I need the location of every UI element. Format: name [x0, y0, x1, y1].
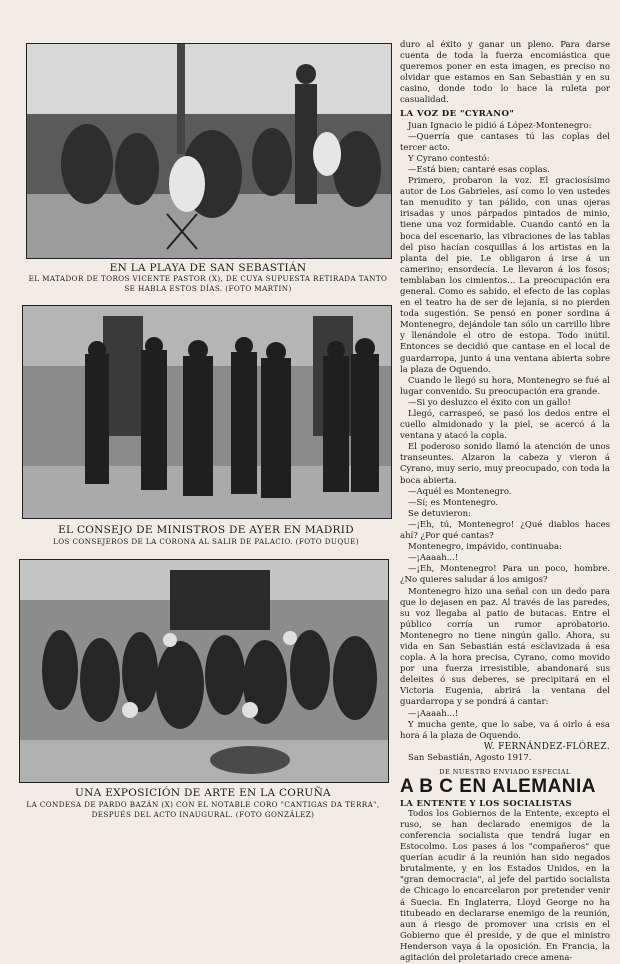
article-body-alemania: Todos los Gobiernos de la Entente, excepto el ruso, se han declarado enemigos de la conferencia socialista que tendrá lugar en Estocolmo. Los pases á los "compañeros" que querían acudir á la reunión han sido negados brutalmente, y en los Estados Unidos, en la "gran democracia", al jefe del partido socialista de Chicago lo encarcelaron por pretender venir á Suecia. En Inglaterra, Lloyd George no ha titubeado en declararse enemigo de la reunión, aun á riesgo de promover una crisis en el Gobierno que él preside, y de que el ministro Henderson vaya á la oposición. En Francia, la agitación del proletariado crece amena- [400, 808, 610, 964]
author-signature: W. FERNÁNDEZ-FLÓREZ. [483, 741, 610, 752]
exhibition-photo-image [20, 560, 388, 782]
text-column [400, 40, 610, 964]
section-title-cyrano: LA VOZ DE "CYRANO" [400, 108, 515, 119]
body-paragraph: Montenegro, impávido, continuaba: [408, 542, 562, 553]
body-paragraph: —Aquél es Montenegro. [408, 486, 512, 497]
photo-caption-beach: EL MATADOR DE TOROS VICENTE PASTOR (X), DE CUYA SUPUESTA RETIRADA TANTO SE HABLA ESTOS DÍAS. (FOTO MARTIN) [28, 274, 388, 293]
special-correspondent-kicker: DE NUESTRO ENVIADO ESPECIAL [439, 767, 571, 776]
headline: A B C EN ALEMANIA [400, 775, 597, 797]
beach-photo [26, 43, 392, 259]
body-paragraph: —¡Eh, Montenegro! Para un poco, hombre. ¿No quieres saludar á los amigos? [400, 564, 610, 586]
photo-title-council: EL CONSEJO DE MINISTROS DE AYER EN MADRID [58, 524, 354, 536]
article-body-cyrano [400, 121, 610, 742]
subheadline: LA ENTENTE Y LOS SOCIALISTAS [400, 797, 572, 808]
body-paragraph: Llegó, carraspeó, se pasó los dedos entre el cuello almidonado y la piel, se acercó á la ventana y atacó la copla. [400, 409, 610, 442]
photo-caption-exhibition: LA CONDESA DE PARDO BAZÁN (X) CON EL NOTABLE CORO "CANTIGAS DA TERRA", DESPUÉS DEL ACTO INAUGURAL. (FOTO GONZÁLEZ) [26, 800, 380, 819]
body-paragraph: Y mucha gente, que lo sabe, va á oirlo á esa hora á la plaza de Oquendo. [400, 719, 610, 741]
body-paragraph: Cuando le llegó su hora, Montenegro se fué al lugar convenido. Su preocupación era grande. [400, 375, 610, 397]
body-paragraph: —Sí; es Montenegro. [408, 497, 499, 508]
body-paragraph: —¡Aaaah...! [408, 708, 459, 719]
place-date: San Sebastián, Agosto 1917. [408, 752, 532, 763]
body-paragraph: Y Cyrano contestó: [408, 153, 490, 164]
body-paragraph: Se detuvieron: [408, 508, 471, 519]
body-paragraph: Montenegro hizo una señal con un dedo para que lo dejasen en paz. Al través de las paredes, su voz llegaba al patio de butacas. Entre el público corría un rumor aprobatorio. Montenegro no tiene ningún gallo. Ahora, su vida en San Sebastián está esclavizada á esa copla. A la hora precisa, Cyrano, como movido por una fuerza irresistible, abandonará sus deleites ó sus deberes, se precipitará en el Victoria Eugenia, abrirá la ventana del guardarropa y se pondrá á cantar: [400, 586, 610, 708]
council-photo-image [23, 306, 391, 518]
body-paragraph: Primero, probaron la voz. El graciosísimo autor de Los Gabrieles, así como lo ven ustedes tan menudito y tan pálido, con unas ojeras irisadas y unos párpados pintados de minio, tiene una voz formidable. Cuando cantó en la boca del escenario, las vibraciones de las tablas del piso hacían cosquillas á los artistas en la planta del pie. Le obligaron á irse á un camerino; ensordecía. Le llevaron á los fosos; temblaban los cimientos... La preocupación era general. Como es sabido, el efecto de las coplas en el teatro ha de ser de lejanía, si no pierden toda sugestión. Se pensó en poner sordina á Montenegro, dejándole tan sólo un carrillo libre y llenándole el otro de estopa. Todo inútil. Entonces se decidió que cantase en el local de guardarropa, junto á una ventana abierta sobre la plaza de Oquendo. [400, 176, 610, 375]
exhibition-photo [19, 559, 389, 783]
council-photo [22, 305, 392, 519]
article-intro: duro al éxito y ganar un pleno. Para darse cuenta de toda la fuerza encomiástica que queremos poner en esta imagen, es preciso no olvidar que estamos en San Sebastián y en su casino, donde todo lo hace la ruleta por casualidad. [400, 40, 610, 106]
photo-title-exhibition: UNA EXPOSICIÓN DE ARTE EN LA CORUÑA [75, 787, 331, 799]
photo-caption-council: LOS CONSEJEROS DE LA CORONA AL SALIR DE PALACIO. (FOTO DUQUE) [53, 537, 359, 546]
body-paragraph: —Querría que cantases tú las coplas del tercer acto. [400, 131, 610, 153]
beach-photo-image [27, 44, 391, 258]
photo-title-beach: EN LA PLAYA DE SAN SEBASTIÁN [109, 262, 307, 274]
body-paragraph: —Está bien; cantaré esas coplas. [408, 164, 550, 175]
body-paragraph: —¡Aaaah...! [408, 553, 459, 564]
body-paragraph: —¡Eh, tú, Montenegro! ¿Qué diablos haces ahí? ¿Por qué cantas? [400, 519, 610, 542]
body-paragraph: El poderoso sonido llamó la atención de unos transeuntes. Alzaron la cabeza y vieron á Cyrano, muy serio, muy preocupado, con toda la boca abierta. [400, 442, 610, 486]
body-paragraph: —Si yo desluzco el éxito con un gallo! [408, 397, 571, 408]
body-paragraph: Juan Ignacio le pidió á López-Montenegro: [408, 120, 592, 131]
